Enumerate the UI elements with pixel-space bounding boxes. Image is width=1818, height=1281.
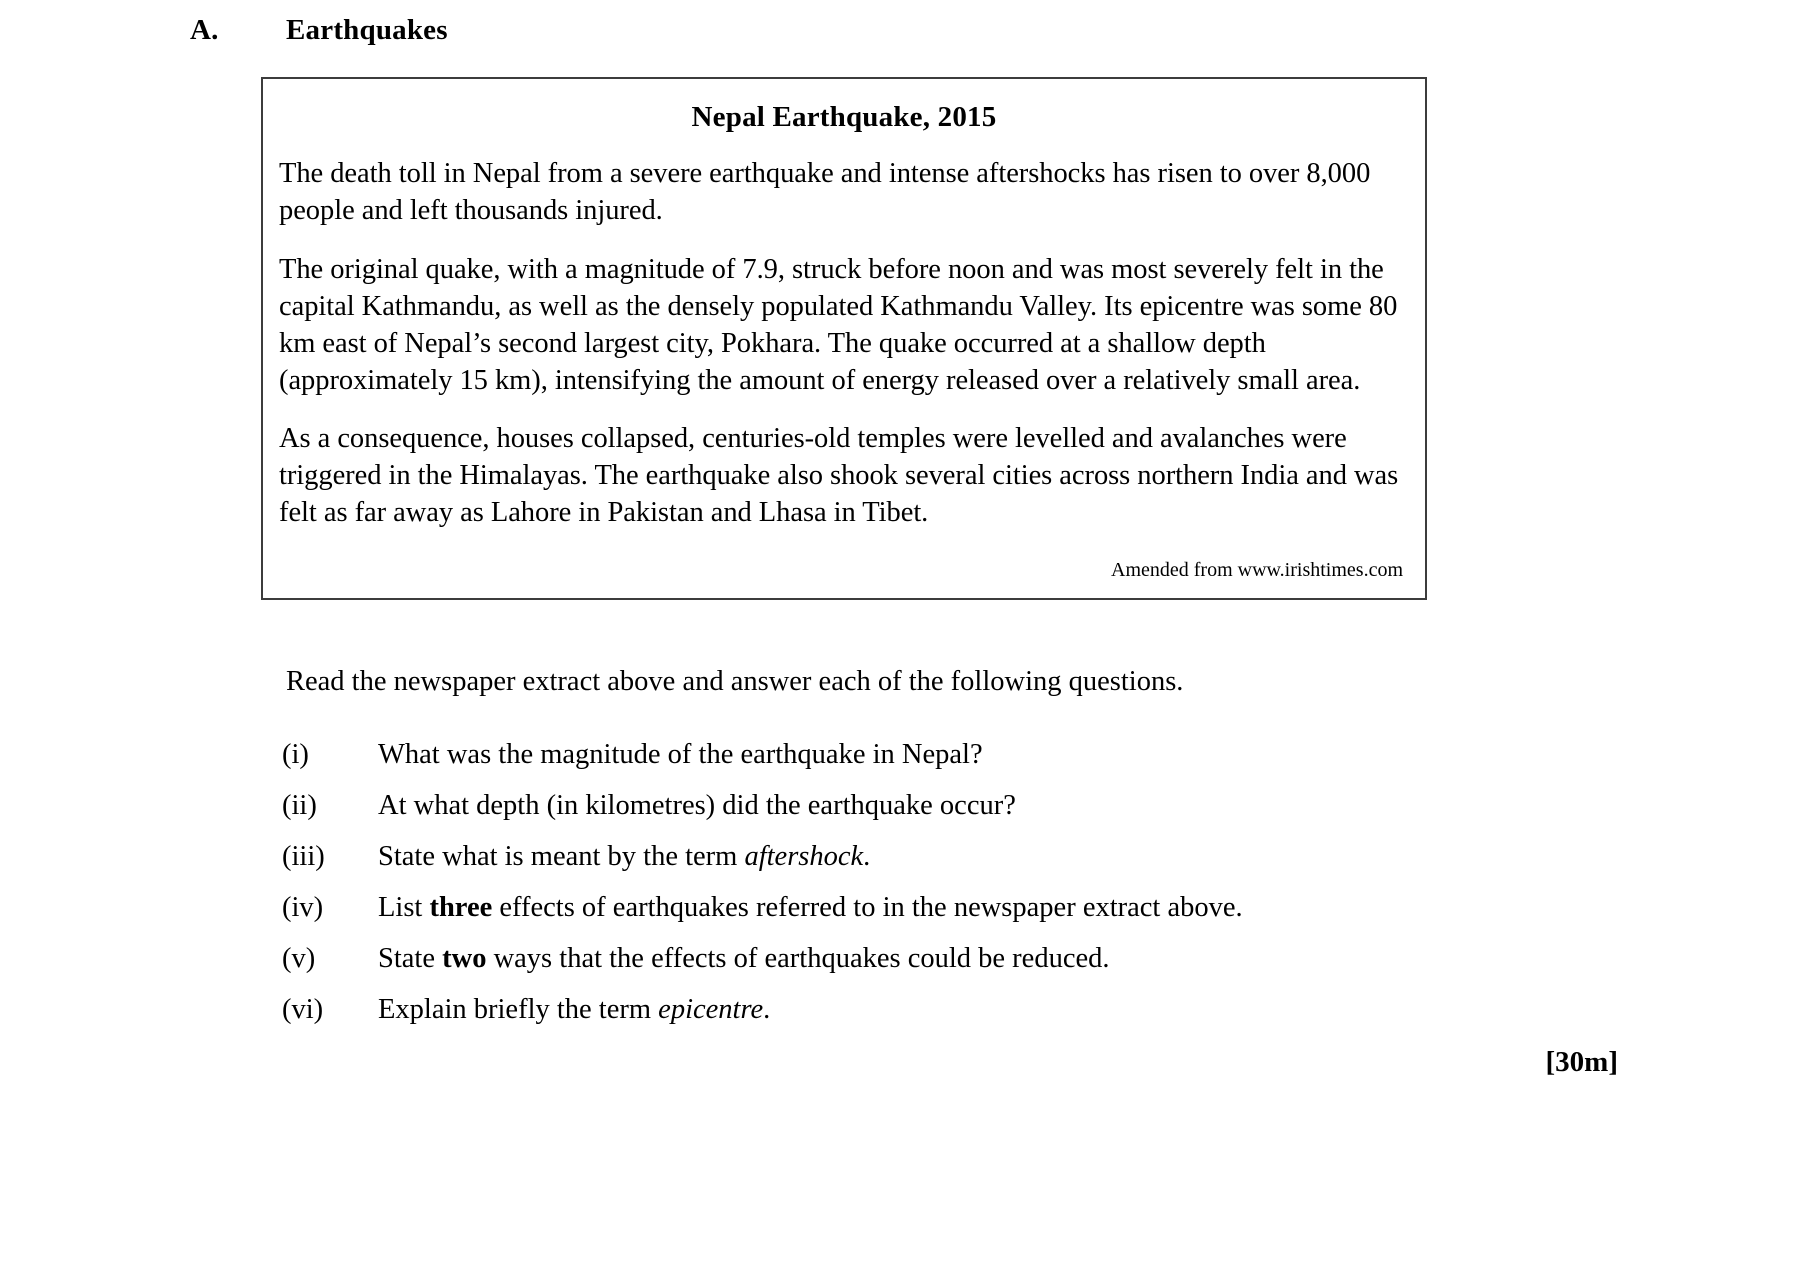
instruction-text: Read the newspaper extract above and answer each of the following questions. xyxy=(286,666,1184,697)
question-item xyxy=(282,889,1482,926)
question-number: (vi) xyxy=(282,994,324,1026)
extract-paragraph: The death toll in Nepal from a severe earthquake and intense aftershocks has risen to over 8,000 people and left thousands injured. xyxy=(279,158,1371,226)
extract-paragraph: As a consequence, houses collapsed, centuries-old temples were levelled and avalanches were triggered in the Himalayas. The earthquake also shook several cities across northern India and was felt as far away as Lahore in Pakistan and Lhasa in Tibet. xyxy=(279,423,1399,529)
section-heading xyxy=(190,14,448,47)
question-text: Explain briefly the term epicentre. xyxy=(378,994,771,1026)
question-text: What was the magnitude of the earthquake in Nepal? xyxy=(378,739,983,770)
question-number: (iii) xyxy=(282,841,325,873)
question-item xyxy=(282,838,1482,875)
extract-title: Nepal Earthquake, 2015 xyxy=(691,101,997,133)
question-item xyxy=(282,940,1482,977)
questions-list xyxy=(282,736,1482,1028)
question-text: State what is meant by the term aftershock. xyxy=(378,841,871,873)
question-number: (iv) xyxy=(282,892,324,924)
question-item xyxy=(282,736,1482,773)
question-number: (i) xyxy=(282,739,309,770)
question-number: (v) xyxy=(282,943,316,975)
extract-source-attribution: Amended from www.irishtimes.com xyxy=(1111,559,1403,582)
question-text: List three effects of earthquakes referred to in the newspaper extract above. xyxy=(378,892,1243,924)
question-item xyxy=(282,991,1482,1028)
question-item xyxy=(282,787,1482,824)
question-text: At what depth (in kilometres) did the earthquake occur? xyxy=(378,790,1016,822)
newspaper-extract-box xyxy=(261,77,1427,600)
section-letter: A. xyxy=(190,14,219,46)
marks-indicator: [30m] xyxy=(1545,1046,1618,1078)
section-title: Earthquakes xyxy=(286,14,448,46)
extract-paragraph: The original quake, with a magnitude of 7.9, struck before noon and was most severely felt in the capital Kathmandu, as well as the densely populated Kathmandu Valley. Its epicentre was some 80 km east of Nepal’s second largest city, Pokhara. The quake occurred at a shallow depth (approximately 15 km), intensifying the amount of energy released over a relatively small area. xyxy=(279,253,1398,396)
question-number: (ii) xyxy=(282,790,317,822)
question-text: State two ways that the effects of earthquakes could be reduced. xyxy=(378,943,1110,975)
